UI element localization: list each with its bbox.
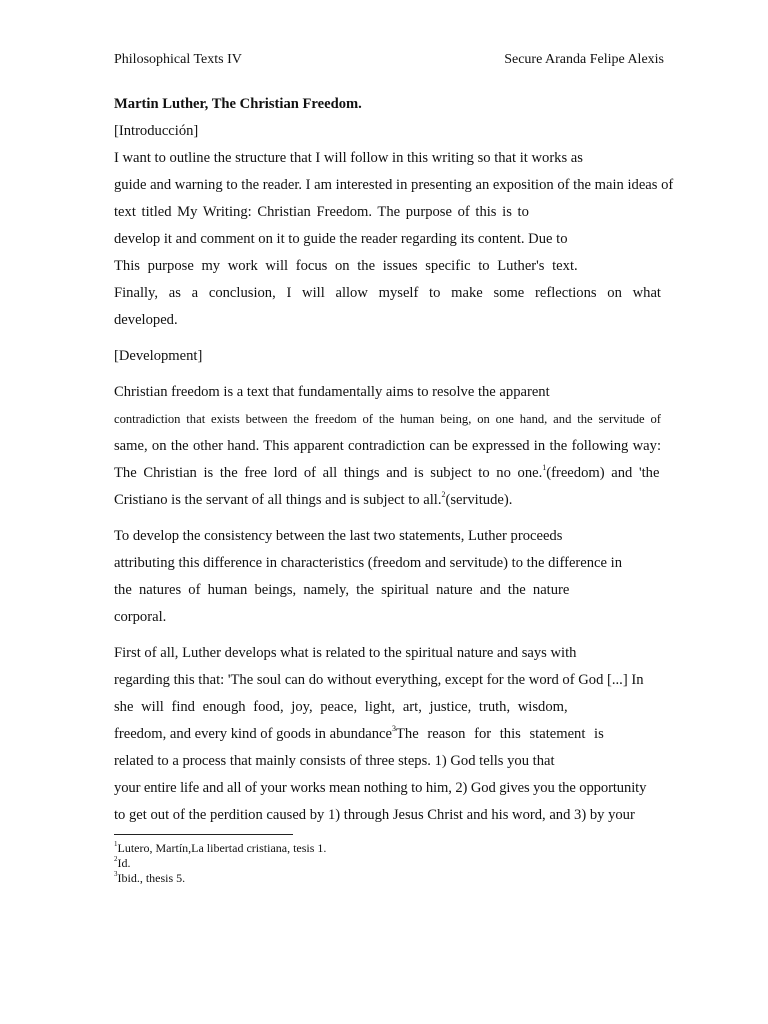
footnote-mark: 1 <box>114 840 118 848</box>
dev-p2-line: the natures of human beings, namely, the spiritual nature and the nature <box>114 582 570 598</box>
dev-p3-line: your entire life and all of your works mean nothing to him, 2) God gives you the opportunity <box>114 780 647 796</box>
reason-text: The reason for this statement is <box>396 726 604 742</box>
dev-p3-line: First of all, Luther develops what is related to the spiritual nature and says with <box>114 645 577 661</box>
dev-p3-line: regarding this that: 'The soul can do without everything, except for the word of God [...] In <box>114 672 644 688</box>
dev-p1-line: Christian freedom is a text that fundamentally aims to resolve the apparent <box>114 384 550 400</box>
intro-line: developed. <box>114 312 178 328</box>
intro-line: develop it and comment on it to guide the reader regarding its content. Due to <box>114 231 568 247</box>
footnote-text: Lutero, Martín,La libertad cristiana, tesis 1. <box>117 841 327 855</box>
label-freedom: (freedom) and 'the <box>546 465 660 481</box>
intro-line: I want to outline the structure that I will follow in this writing so that it works as <box>114 150 583 166</box>
footnote <box>114 871 185 885</box>
header-author: Secure Aranda Felipe Alexis <box>504 52 664 67</box>
dev-p1-line: same, on the other hand. This apparent contradiction can be expressed in the following way: <box>114 438 661 454</box>
intro-heading: [Introducción] <box>114 123 199 139</box>
dev-p2-line: To develop the consistency between the last two statements, Luther proceeds <box>114 528 563 544</box>
footnote-mark: 3 <box>114 870 118 878</box>
dev-p3-line: to get out of the perdition caused by 1) through Jesus Christ and his word, and 3) by your <box>114 807 635 823</box>
dev-p3-line: related to a process that mainly consists of three steps. 1) God tells you that <box>114 753 555 769</box>
footnote-separator <box>114 834 293 835</box>
footnote-ref-3[interactable]: 3 <box>392 724 397 734</box>
dev-p3-line: she will find enough food, joy, peace, light, art, justice, truth, wisdom, <box>114 699 568 715</box>
quote-freedom: The Christian is the free lord of all things and is subject to no one. <box>114 465 543 481</box>
footnote <box>114 841 326 855</box>
intro-line: Finally, as a conclusion, I will allow myself to make some reflections on what <box>114 285 661 301</box>
dev-p1-line <box>114 463 661 483</box>
document-title: Martin Luther, The Christian Freedom. <box>114 96 362 112</box>
footnote-ref-2[interactable]: 2 <box>441 490 446 500</box>
goods-text: freedom, and every kind of goods in abundance <box>114 726 393 742</box>
header-course: Philosophical Texts IV <box>114 52 242 67</box>
quote-servitude: Cristiano is the servant of all things and is subject to all. <box>114 492 442 508</box>
dev-p3-line <box>114 724 661 744</box>
dev-p1-line <box>114 490 661 510</box>
footnote <box>114 856 131 870</box>
development-heading: [Development] <box>114 348 203 364</box>
label-servitude: (servitude). <box>445 492 513 508</box>
dev-p1-line: contradiction that exists between the freedom of the human being, on one hand, and the servitude of <box>114 412 661 426</box>
dev-p2-line: corporal. <box>114 609 167 625</box>
intro-line: This purpose my work will focus on the issues specific to Luther's text. <box>114 258 578 274</box>
footnote-mark: 2 <box>114 855 118 863</box>
dev-p2-line: attributing this difference in characteristics (freedom and servitude) to the difference in <box>114 555 623 571</box>
intro-line: guide and warning to the reader. I am interested in presenting an exposition of the main ideas of <box>114 177 674 193</box>
footnote-text: Id. <box>117 856 131 870</box>
footnote-ref-1[interactable]: 1 <box>542 463 547 473</box>
footnote-text: Ibid., thesis 5. <box>117 871 186 885</box>
intro-line: text titled My Writing: Christian Freedom. The purpose of this is to <box>114 204 529 220</box>
